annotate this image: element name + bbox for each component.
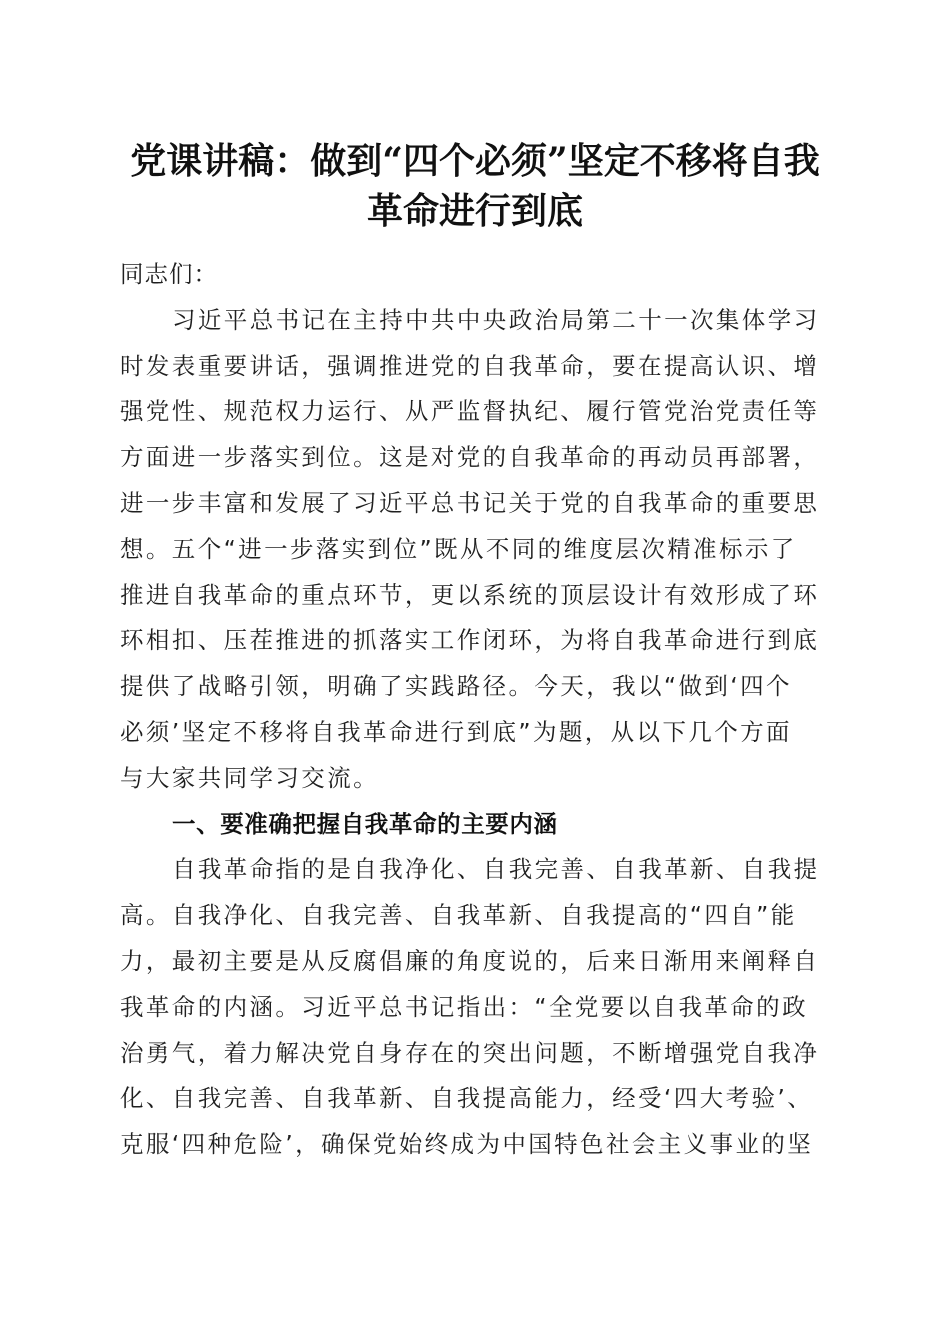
paragraph-line: 进一步丰富和发展了习近平总书记关于党的自我革命的重要思 (120, 488, 820, 517)
paragraph-line: 自我革命指的是自我净化、自我完善、自我革新、自我提 (172, 855, 820, 884)
document-body (120, 252, 832, 1168)
paragraph-line: 方面进一步落实到位。这是对党的自我革命的再动员再部署， (120, 443, 820, 472)
paragraph-line: 我革命的内涵。习近平总书记指出：“全党要以自我革命的政 (120, 992, 808, 1021)
section-heading: 一、要准确把握自我革命的主要内涵 (172, 809, 558, 838)
paragraph-line: 习近平总书记在主持中共中央政治局第二十一次集体学习 (172, 305, 820, 334)
paragraph-line: 强党性、规范权力运行、从严监督执纪、履行管党治党责任等 (120, 397, 820, 426)
salutation: 同志们： (120, 260, 218, 288)
paragraph-line: 高。自我净化、自我完善、自我革新、自我提高的“四自”能 (120, 901, 797, 930)
document-title (100, 136, 850, 236)
section-paragraph (120, 847, 832, 1168)
paragraph-line: 化、自我完善、自我革新、自我提高能力，经受‘四大考验’、 (120, 1084, 814, 1113)
paragraph-line: 克服‘四种危险’，确保党始终成为中国特色社会主义事业的坚 (120, 1130, 814, 1159)
intro-paragraph (120, 298, 832, 802)
paragraph-line: 力，最初主要是从反腐倡廉的角度说的，后来日渐用来阐释自 (120, 946, 820, 975)
paragraph-line: 与大家共同学习交流。 (120, 763, 379, 792)
title-line-2: 革命进行到底 (366, 190, 583, 232)
paragraph-line: 提供了战略引领，明确了实践路径。今天，我以“做到‘四个 (120, 672, 792, 701)
paragraph-line: 想。五个“进一步落实到位”既从不同的维度层次精准标示了 (120, 534, 797, 563)
title-line-1: 党课讲稿：做到“四个必须”坚定不移将自我 (130, 140, 820, 182)
paragraph-line: 推进自我革命的重点环节，更以系统的顶层设计有效形成了环 (120, 580, 820, 609)
paragraph-line: 必须’坚定不移将自我革命进行到底”为题，从以下几个方面 (120, 717, 792, 746)
paragraph-line: 治勇气，着力解决党自身存在的突出问题，不断增强党自我净 (120, 1038, 820, 1067)
paragraph-line: 环相扣、压茬推进的抓落实工作闭环，为将自我革命进行到底 (120, 626, 820, 655)
paragraph-line: 时发表重要讲话，强调推进党的自我革命，要在提高认识、增 (120, 351, 820, 380)
